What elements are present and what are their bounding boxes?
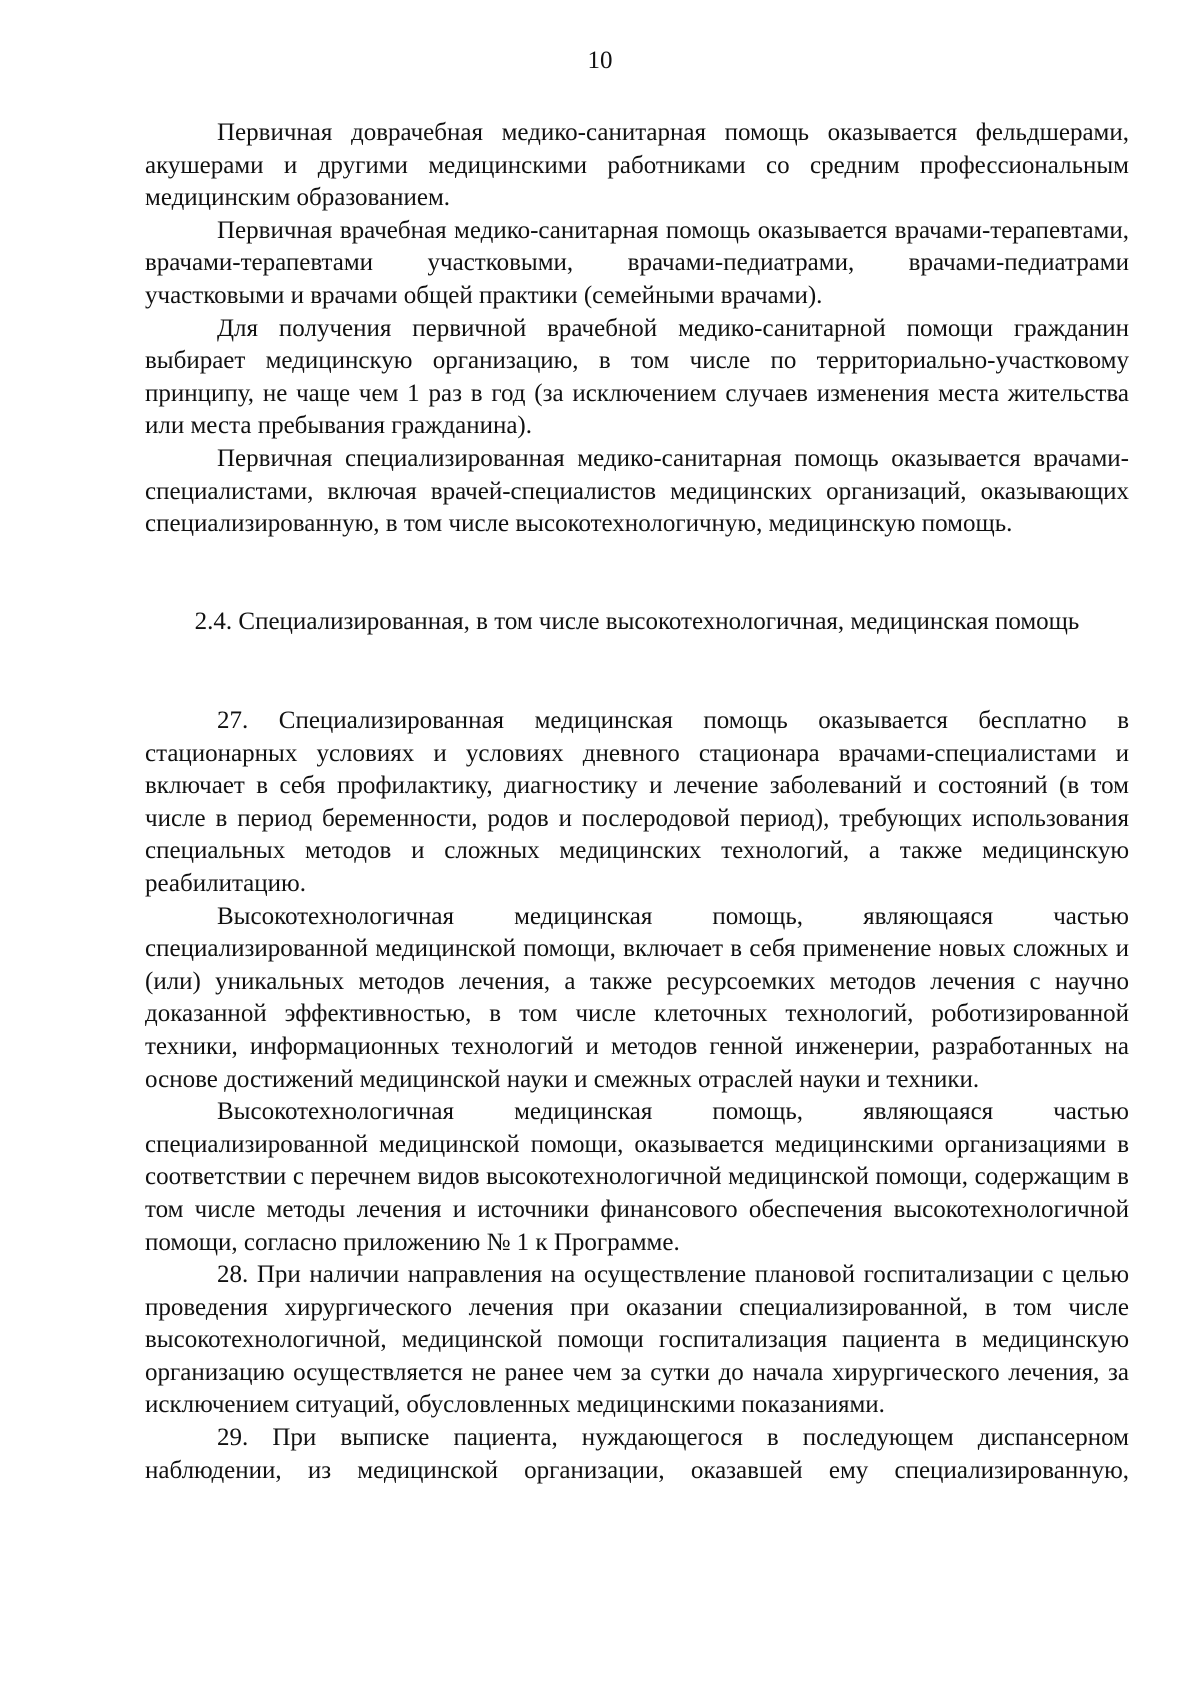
paragraph-item-27: 27. Специализированная медицинская помощь оказывается бесплатно в стационарных условиях и условиях дневного стационара врачами-специалистами и включает в себя профилактику, диагностику и лечение заболеваний и состояний (в том числе в период беременности, родов и послеродовой период), требующих использования специальных методов и сложных медицинских технологий, а также медицинскую реабилитацию.	[145, 707, 1129, 897]
paragraph-prehospital-care: Первичная доврачебная медико-санитарная помощь оказывается фельдшерами, акушерами и другими медицинскими работниками со средним профессиональным медицинским образованием.	[145, 119, 1129, 212]
primary-care-section	[145, 117, 1129, 541]
paragraph-high-tech-care-definition: Высокотехнологичная медицинская помощь, являющаяся частью специализированной медицинской помощи, включает в себя применение новых сложных и (или) уникальных методов лечения, а также ресурсоемких методов лечения с научно доказанной эффективностью, в том числе клеточных технологий, роботизированной техники, информационных технологий и методов генной инженерии, разработанных на основе достижений медицинской науки и смежных отраслей науки и техники.	[145, 902, 1129, 1093]
specialized-care-section	[145, 705, 1129, 1487]
paragraph-physician-care: Первичная врачебная медико-санитарная помощь оказывается врачами-терапевтами, врачами-терапевтами участковыми, врачами-педиатрами, врачами-педиатрами участковыми и врачами общей практики (семейными врачами).	[145, 216, 1129, 309]
page-number: 10	[587, 47, 613, 74]
paragraph-specialized-primary-care: Первичная специализированная медико-санитарная помощь оказывается врачами-специалистами, включая врачей-специалистов медицинских организаций, оказывающих специализированную, в том числе высокотехнологичную, медицинскую помощь.	[145, 444, 1129, 538]
paragraph-high-tech-care-provision: Высокотехнологичная медицинская помощь, являющаяся частью специализированной медицинской помощи, оказывается медицинскими организациями в соответствии с перечнем видов высокотехнологичной медицинской помощи, содержащим в том числе методы лечения и источники финансового обеспечения высокотехнологичной помощи, согласно приложению № 1 к Программе.	[145, 1098, 1129, 1256]
paragraph-item-28: 28. При наличии направления на осуществление плановой госпитализации с целью проведения хирургического лечения при оказании специализированной, в том числе высокотехнологичной, медицинской помощи госпитализация пациента в медицинскую организацию осуществляется не ранее чем за сутки до начала хирургического лечения, за исключением ситуаций, обусловленных медицинскими показаниями.	[145, 1261, 1129, 1419]
section-heading: 2.4. Специализированная, в том числе высокотехнологичная, медицинская помощь	[194, 608, 1080, 635]
paragraph-choice-of-organization: Для получения первичной врачебной медико-санитарной помощи гражданин выбирает медицинскую организацию, в том числе по территориально-участковому принципу, не чаще чем 1 раз в год (за исключением случаев изменения места жительства или места пребывания гражданина).	[145, 314, 1129, 440]
paragraph-item-29: 29. При выписке пациента, нуждающегося в последующем диспансерном наблюдении, из медицинской организации, оказавшей ему специализированную,	[145, 1424, 1129, 1484]
